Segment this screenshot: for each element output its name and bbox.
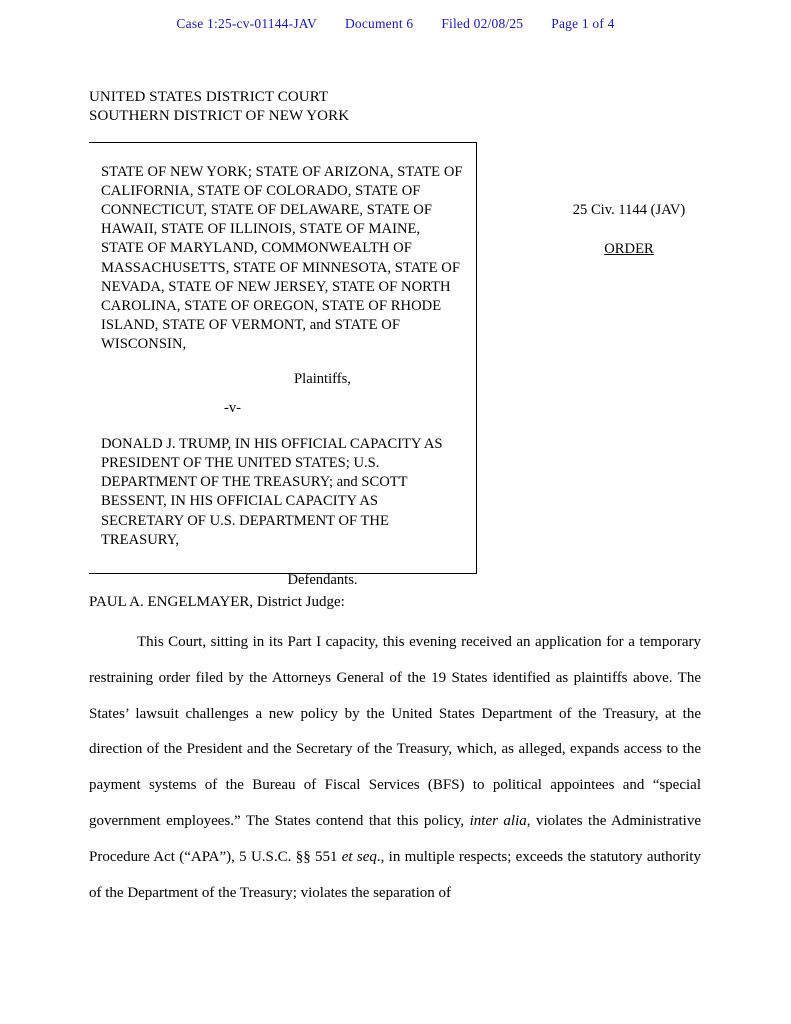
case-caption [89, 142, 701, 588]
body-text-part-3: ., in multiple respects; exceeds the statutory authority of the Department of the Treasury; violates the separation of [89, 848, 701, 901]
plaintiffs-label: Plaintiffs, [294, 371, 351, 388]
body-text-part-1: This Court, sitting in its Part I capacity, this evening received an application for a temporary restraining order filed by the Attorneys General of the 19 States identified as plaintiffs above. The States’ lawsuit challenges a new policy by the United States Department of the Treasury, at the direction of the President and the Secretary of the Treasury, which, as alleged, expands access to the payment systems of the Bureau of Fiscal Services (BFS) to political appointees and “special government employees.” The States contend that this policy, [89, 634, 701, 829]
court-heading [89, 88, 349, 126]
ecf-document-number: Document 6 [344, 16, 414, 31]
caption-box [89, 142, 477, 588]
ecf-filed-date: Filed 02/08/25 [441, 16, 524, 31]
ecf-page-number: Page 1 of 4 [551, 16, 615, 31]
versus-label: -v- [223, 400, 242, 417]
body-text-part-2: , violates the Administrative Procedure Act (“APA”), 5 U.S.C. §§ 551 [89, 812, 701, 865]
court-name-line-2: SOUTHERN DISTRICT OF NEW YORK [89, 107, 350, 124]
body-paragraph-1 [89, 625, 701, 911]
defendants-label: Defendants. [287, 571, 358, 588]
italic-inter-alia: inter alia [469, 812, 527, 829]
judge-line: PAUL A. ENGELMAYER, District Judge: [89, 594, 345, 610]
italic-et-seq: et seq [341, 848, 377, 865]
case-number: 25 Civ. 1144 (JAV) [572, 202, 686, 218]
order-title: ORDER [604, 241, 654, 257]
ecf-header-stamp [0, 16, 791, 32]
defendants-names: DONALD J. TRUMP, IN HIS OFFICIAL CAPACITY AS PRESIDENT OF THE UNITED STATES; U.S. DEPARTMENT OF THE TREASURY; and SCOTT BESSENT, IN HIS OFFICIAL CAPACITY AS SECRETARY OF U.S. DEPARTMENT OF THE TREASURY, [101, 436, 443, 548]
case-meta [499, 202, 759, 258]
ecf-case-number: Case 1:25-cv-01144-JAV [176, 16, 317, 31]
order-body [89, 625, 701, 911]
plaintiffs-names: STATE OF NEW YORK; STATE OF ARIZONA, STATE OF CALIFORNIA, STATE OF COLORADO, STATE OF CONNECTICUT, STATE OF DELAWARE, STATE OF HAWAII, STATE OF ILLINOIS, STATE OF MAINE, STATE OF MARYLAND, COMMONWEALTH OF MASSACHUSETTS, STATE OF MINNESOTA, STATE OF NEVADA, STATE OF NEW JERSEY, STATE OF NORTH CAROLINA, STATE OF OREGON, STATE OF RHODE ISLAND, STATE OF VERMONT, and STATE OF WISCONSIN, [101, 164, 463, 352]
court-name-line-1: UNITED STATES DISTRICT COURT [89, 89, 329, 105]
